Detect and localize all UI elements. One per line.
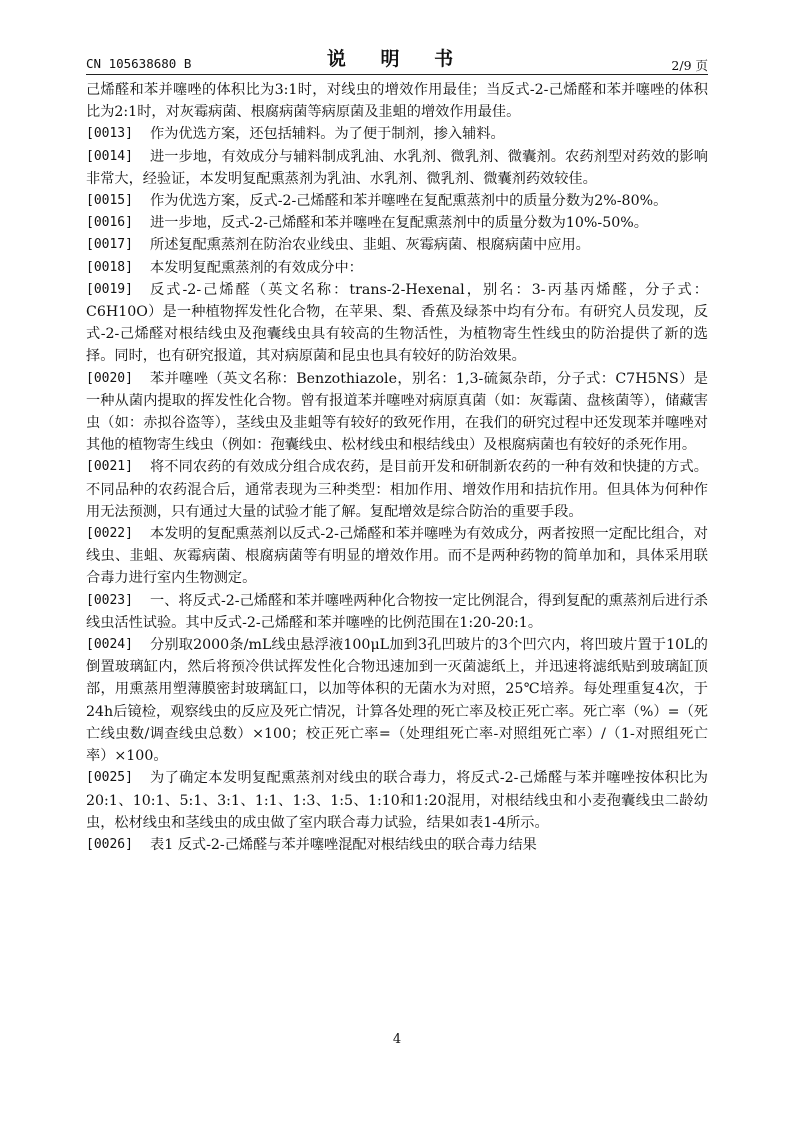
paragraph-text: 苯并噻唑（英文名称：Benzothiazole，别名：1,3-硫氮杂茚，分子式：C7H5NS）是一种从菌内提取的挥发性化合物。曾有报道苯并噻唑对病原真菌（如：灰霉菌、盘核菌等），储藏害虫（如：赤拟谷盗等），茎线虫及韭蛆等有较好的致死作用，在我们的研究过程中还发现苯并噻唑对其他的植物寄生线虫（例如：孢囊线虫、松材线虫和根结线虫）及根腐病菌也有较好的杀死作用。 xyxy=(86,370,708,454)
paragraph-text: 作为优选方案，反式-2-己烯醛和苯并噻唑在复配熏蒸剂中的质量分数为2%-80%。 xyxy=(150,193,668,210)
paragraph-text: 进一步地，反式-2-己烯醛和苯并噻唑在复配熏蒸剂中的质量分数为10%-50%。 xyxy=(150,215,648,232)
paragraph-0026 xyxy=(86,834,708,856)
paragraph-number: [0018] xyxy=(86,259,133,275)
paragraph-text: 作为优选方案，还包括辅料。为了便于制剂，掺入辅料。 xyxy=(150,126,505,143)
paragraph-0013 xyxy=(86,123,708,145)
paragraph-text: 反式-2-己烯醛（英文名称：trans-2-Hexenal，别名：3-丙基丙烯醛，分子式：C6H10O）是一种植物挥发性化合物，在苹果、梨、香蕉及绿茶中均有分布。有研究人员发现，反式-2-己烯醛对根结线虫及孢囊线虫具有较高的生物活性，为植物寄生性线虫的防治提供了新的选择。同时，也有研究报道，其对病原菌和昆虫也具有较好的防治效果。 xyxy=(86,281,708,365)
paragraph-0019 xyxy=(86,279,708,368)
publication-number: CN 105638680 B xyxy=(86,56,192,71)
paragraph-0025 xyxy=(86,767,708,834)
paragraph-0024 xyxy=(86,634,708,767)
paragraph-text: 进一步地，有效成分与辅料制成乳油、水乳剂、微乳剂、微囊剂。农药剂型对药效的影响非常大，经验证，本发明复配熏蒸剂为乳油、水乳剂、微乳剂、微囊剂药效较佳。 xyxy=(86,148,708,187)
paragraph-text: 一、将反式-2-己烯醛和苯并噻唑两种化合物按一定比例混合，得到复配的熏蒸剂后进行杀线虫活性试验。其中反式-2-己烯醛和苯并噻唑的比例范围在1:20-20:1。 xyxy=(86,592,708,631)
paragraph-0014 xyxy=(86,146,708,190)
paragraph-0016 xyxy=(86,212,708,234)
paragraph-text: 将不同农药的有效成分组合成农药，是目前开发和研制新农药的一种有效和快捷的方式。不同品种的农药混合后，通常表现为三种类型：相加作用、增效作用和拮抗作用。但具体为何种作用无法预测，只有通过大量的试验才能了解。复配增效是综合防治的重要手段。 xyxy=(86,459,708,520)
continued-paragraph: 己烯醛和苯并噻唑的体积比为3:1时，对线虫的增效作用最佳；当反式-2-己烯醛和苯并噻唑的体积比为2:1时，对灰霉病菌、根腐病菌等病原菌及韭蛆的增效作用最佳。 xyxy=(86,82,708,121)
paragraph-text: 本发明复配熏蒸剂的有效成分中： xyxy=(150,259,363,276)
paragraph-number: [0015] xyxy=(86,193,133,209)
paragraph-number: [0016] xyxy=(86,215,133,231)
page-count: 2/9 页 xyxy=(671,58,708,73)
paragraph-number: [0021] xyxy=(86,459,133,475)
page-header xyxy=(86,44,708,74)
paragraph-0023 xyxy=(86,590,708,634)
paragraph-0021 xyxy=(86,456,708,523)
paragraph-text: 本发明的复配熏蒸剂以反式-2-己烯醛和苯并噻唑为有效成分，两者按照一定配比组合，对线虫、韭蛆、灰霉病菌、根腐病菌等有明显的增效作用。而不是两种药物的简单加和，具体采用联合毒力进行室内生物测定。 xyxy=(86,526,708,587)
paragraph-number: [0017] xyxy=(86,237,133,253)
page-number: 4 xyxy=(392,1032,402,1047)
paragraph-0022 xyxy=(86,523,708,590)
document-body xyxy=(86,79,708,856)
header-rule xyxy=(86,74,708,75)
paragraph-number: [0026] xyxy=(86,836,133,852)
paragraph-number: [0024] xyxy=(86,637,133,653)
paragraph-0015 xyxy=(86,190,708,212)
paragraph-text: 分别取2000条/mL线虫悬浮液100μL加到3孔凹玻片的3个凹穴内，将凹玻片置于10L的倒置玻璃缸内，然后将预冷供试挥发性化合物迅速加到一灭菌滤纸上，并迅速将滤纸贴到玻璃缸顶部，用熏蒸用塑薄膜密封玻璃缸口，以加等体积的无菌水为对照，25℃培养。每处理重复4次，于24h后镜检，观察线虫的反应及死亡情况，计算各处理的死亡率及校正死亡率。死亡率（%）=（死亡线虫数/调查线虫总数）×100；校正死亡率=（处理组死亡率-对照组死亡率）/（1-对照组死亡率）×100。 xyxy=(86,637,708,765)
paragraph-0018 xyxy=(86,257,708,279)
paragraph-number: [0023] xyxy=(86,592,133,608)
paragraph-number: [0020] xyxy=(86,370,133,386)
paragraph-number: [0025] xyxy=(86,770,133,786)
paragraph-text: 为了确定本发明复配熏蒸剂对线虫的联合毒力，将反式-2-己烯醛与苯并噻唑按体积比为20:1、10:1、5:1、3:1、1:1、1:3、1:5、1:10和1:20混用，对根结线虫和小麦孢囊线虫二龄幼虫，松材线虫和茎线虫的成虫做了室内联合毒力试验，结果如表1-4所示。 xyxy=(86,770,708,831)
paragraph-0017 xyxy=(86,234,708,256)
document-title: 说 明 书 xyxy=(326,48,468,70)
paragraph-number: [0013] xyxy=(86,126,133,142)
paragraph-0020 xyxy=(86,368,708,457)
paragraph-number: [0022] xyxy=(86,526,133,542)
paragraph-text: 所述复配熏蒸剂在防治农业线虫、韭蛆、灰霉病菌、根腐病菌中应用。 xyxy=(150,237,590,254)
paragraph-text: 表1 反式-2-己烯醛与苯并噻唑混配对根结线虫的联合毒力结果 xyxy=(150,836,537,853)
paragraph-number: [0014] xyxy=(86,148,133,164)
paragraph-number: [0019] xyxy=(86,281,133,297)
